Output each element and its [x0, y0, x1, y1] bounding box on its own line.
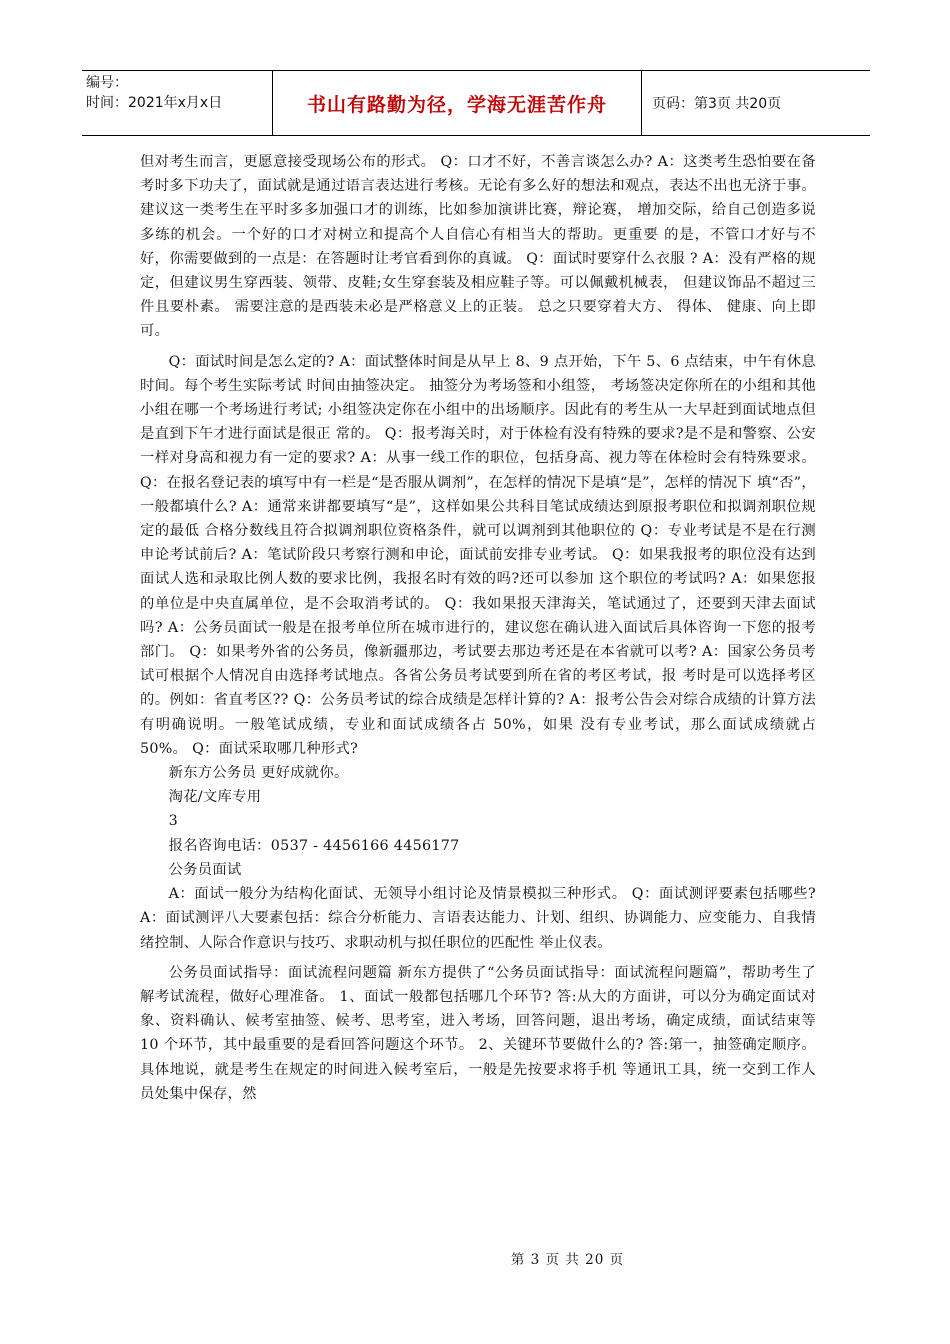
document-body [140, 150, 816, 1106]
document-date-label: 时间：2021年x月x日 [86, 95, 223, 111]
paragraph-attire: 但对考生而言，更愿意接受现场公布的形式。 Q：口才不好，不善言谈怎么办? A：这类考生恐怕要在备考时多下功夫了，面试就是通过语言表达进行考核。无论有多么好的想法和观点，表达不出也无济于事。建议这一类考生在平时多多加强口才的训练，比如参加演讲比赛，辩论赛， 增加交际，给自己创造多说多练的机会。一个好的口才对树立和提高个人自信心有相当大的帮助。更重要 的是，不管口才好与不好，你需要做到的一点是：在答题时让考官看到你的真诚。 Q：面试时要穿什么衣服 ? A：没有严格的规定，但建议男生穿西装、领带、皮鞋;女生穿套装及相应鞋子等。可以佩戴机械表， 但建议饰品不超过三件且要朴素。 需要注意的是西装未必是严格意义上的正装。 总之只要穿着大方、 得体、 健康、向上即可。 [140, 154, 816, 340]
section-heading: 公务员面试 [168, 861, 242, 878]
paragraph-slogan: 新东方公务员 更好成就你。 [168, 765, 349, 782]
header-motto: 书山有路勤为径，学海无涯苦作舟 [272, 71, 642, 135]
page-header [82, 70, 870, 136]
document-number-label: 编号： [86, 75, 128, 91]
paragraph-watermark: 淘花/文库专用 [168, 789, 262, 806]
paragraph-page-marker: 3 [168, 813, 178, 830]
paragraph-faq: Q：面试时间是怎么定的? A：面试整体时间是从早上 8、9 点开始，下午 5、6 点结束，中午有休息时间。每个考生实际考试 时间由抽签决定。 抽签分为考场签和小组签， 考场签决定你所在的小组和其他小组在哪一个考场进行考试; 小组签决定你在小组中的出场顺序。因此有的考生从一大早赶到面试地点但是直到下午才进行面试是很正 常的。 Q：报考海关时，对于体检有没有特殊的要求?是不是和警察、公安一样对身高和视力有一定的要求? A：从事一线工作的职位，包括身高、视力等在体检时会有特殊要求。 Q：在报名登记表的填写中有一栏是“是否服从调剂”，在怎样的情况下是填“是”，怎样的情况下 填“否”，一般都填什么? A：通常来讲都要填写“是”，这样如果公共科目笔试成绩达到原报考职位和拟调剂职位规定的最低 合格分数线且符合拟调剂职位资格条件，就可以调剂到其他职位的 Q：专业考试是不是在行测申论考试前后? A：笔试阶段只考察行测和申论，面试前安排专业考试。 Q：如果我报考的职位没有达到面试人选和录取比例人数的要求比例，我报名时有效的吗?还可以参加 这个职位的考试吗? A：如果您报的单位是中央直属单位，是不会取消考试的。 Q：我如果报天津海关，笔试通过了，还要到天津去面试吗? A：公务员面试一般是在报考单位所在城市进行的，建议您在确认进入面试后具体咨询一下您的报考 部门。 Q：如果考外省的公务员，像新疆那边，考试要去那边考还是在本省就可以考? A：国家公务员考试可根据个人情况自由选择考试地点。各省公务员考试要到所在省的考区考试，报 考时是可以选择考区的。例如：省直考区?? Q：公务员考试的综合成绩是怎样计算的? A：报考公告会对综合成绩的计算方法有明确说明。一般笔试成绩，专业和面试成绩各占 50%，如果 没有专业考试，那么面试成绩就占 50%。 Q：面试采取哪几种形式? [140, 353, 816, 757]
header-page-info: 页码：第3页 共20页 [652, 96, 782, 112]
page-footer: 第 3 页 共 20 页 [510, 1252, 625, 1268]
header-meta [82, 71, 272, 135]
paragraph-phone: 报名咨询电话：0537 - 4456166 4456177 [168, 837, 460, 854]
paragraph-interview-guide: 公务员面试指导：面试流程问题篇 新东方提供了“公务员面试指导：面试流程问题篇”，帮助考生了解考试流程，做好心理准备。 1、面试一般都包括哪几个环节? 答:从大的方面讲，可以分为确定面试对象、资料确认、候考室抽签、候考、思考室，进入考场，回答问题，退出考场，确定成绩，面试结束等 10 个环节，其中最重要的是看回答问题这个环节。 2、关键环节要做什么的? 答:第一，抽签确定顺序。具体地说，就是考生在规定的时间进入候考室后，一般是先按要求将手机 等通讯工具，统一交到工作人员处集中保存，然 [140, 964, 816, 1102]
paragraph-interview-forms: A：面试一般分为结构化面试、无领导小组讨论及情景模拟三种形式。 Q：面试测评要素包括哪些? A：面试测评八大要素包括：综合分析能力、言语表达能力、计划、组织、协调能力、应变能力、自我情 绪控制、人际合作意识与技巧、求职动机与拟任职位的匹配性 举止仪表。 [140, 886, 816, 951]
